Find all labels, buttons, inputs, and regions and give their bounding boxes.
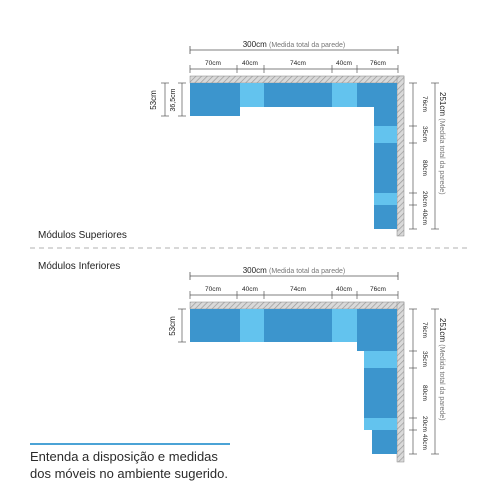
upper-seg-3: 74cm [290,60,306,67]
lower-top-wall [190,302,404,309]
upper-side-cabinet-80 [374,143,397,193]
lower-right-total-note: (Medida total da parede) [438,344,445,421]
upper-side-cabinet-20 [374,193,397,205]
upper-side-cabinet-35 [374,126,397,143]
lower-right-wall [397,302,404,462]
lower-right-dimensions [409,309,447,454]
caption-line-2: dos móveis no ambiente sugerido. [30,466,229,481]
lower-rseg-1: 76cm [421,322,428,338]
upper-total-dimension [190,40,398,54]
lower-side-cabinet-35 [364,351,397,368]
lower-seg-3: 74cm [290,286,306,293]
upper-rseg-3: 80cm [421,160,428,176]
upper-seg-2: 40cm [242,60,258,67]
lower-rseg-3: 80cm [421,385,428,401]
lower-modules-title: Módulos Inferiores [38,261,121,272]
lower-seg-2: 40cm [242,286,258,293]
upper-cabinet-74 [264,83,332,107]
upper-side-cabinet-40 [374,205,397,229]
lower-side-cabinet-80 [364,368,397,418]
lower-rseg-2: 35cm [421,351,428,367]
lower-seg-1: 70cm [205,286,221,293]
upper-rseg-4: 20cm [421,191,428,207]
upper-cabinet-40b [332,83,357,107]
lower-right-total: 251cm [438,318,447,343]
lower-side-cabinet-20 [364,418,397,430]
lower-depth-outer: 53cm [168,316,177,336]
upper-depth-outer: 53cm [149,90,158,110]
lower-side-cabinet-40 [372,430,397,454]
lower-cabinet-40b [332,309,357,342]
upper-seg-5: 76cm [370,60,386,67]
upper-modules-title: Módulos Superiores [38,230,127,241]
lower-left-dimensions [168,309,186,342]
upper-top-wall [190,76,404,83]
upper-right-total-note: (Medida total da parede) [438,118,445,195]
svg-text:300cm (Medida total da [243,40,346,49]
upper-right-total: 251cm [438,92,447,117]
caption-line-1: Entenda a disposição e medidas [30,449,218,464]
lower-modules-diagram [168,266,447,462]
lower-rseg-5: 40cm [421,434,428,450]
svg-text:251cm (Medida total da [438,318,447,421]
upper-total-value: 300cm [242,40,267,49]
upper-rseg-1: 76cm [421,96,428,112]
upper-right-wall [397,76,404,236]
lower-corner-cabinet [357,309,397,351]
caption-accent-bar [30,443,230,445]
lower-rseg-4: 20cm [421,416,428,432]
upper-cabinet-70 [190,83,240,116]
upper-top-segments [190,60,398,73]
upper-right-dimensions [409,83,447,229]
svg-text:300cm (Medida total da [243,266,346,275]
upper-rseg-5: 40cm [421,209,428,225]
upper-depth-inner: 36,5cm [170,88,177,112]
lower-total-note: (Medida total da parede) [268,268,346,275]
upper-left-dimensions [149,83,186,116]
lower-seg-5: 76cm [370,286,386,293]
upper-cabinet-40 [240,83,264,107]
upper-rseg-2: 35cm [421,126,428,142]
svg-text:251cm (Medida total da [438,92,447,195]
lower-cabinets [190,309,397,454]
lower-cabinet-74 [264,309,332,342]
lower-seg-4: 40cm [336,286,352,293]
lower-total-dimension [190,266,398,280]
lower-total-value: 300cm [242,266,267,275]
lower-top-segments [190,286,398,299]
caption [30,448,260,482]
upper-seg-1: 70cm [205,60,221,67]
upper-modules-diagram [149,40,447,236]
upper-corner-cabinet [357,83,397,126]
lower-cabinet-70 [190,309,240,342]
upper-total-note: (Medida total da parede) [268,42,346,49]
lower-cabinet-40 [240,309,264,342]
upper-seg-4: 40cm [336,60,352,67]
upper-cabinets [190,83,397,229]
